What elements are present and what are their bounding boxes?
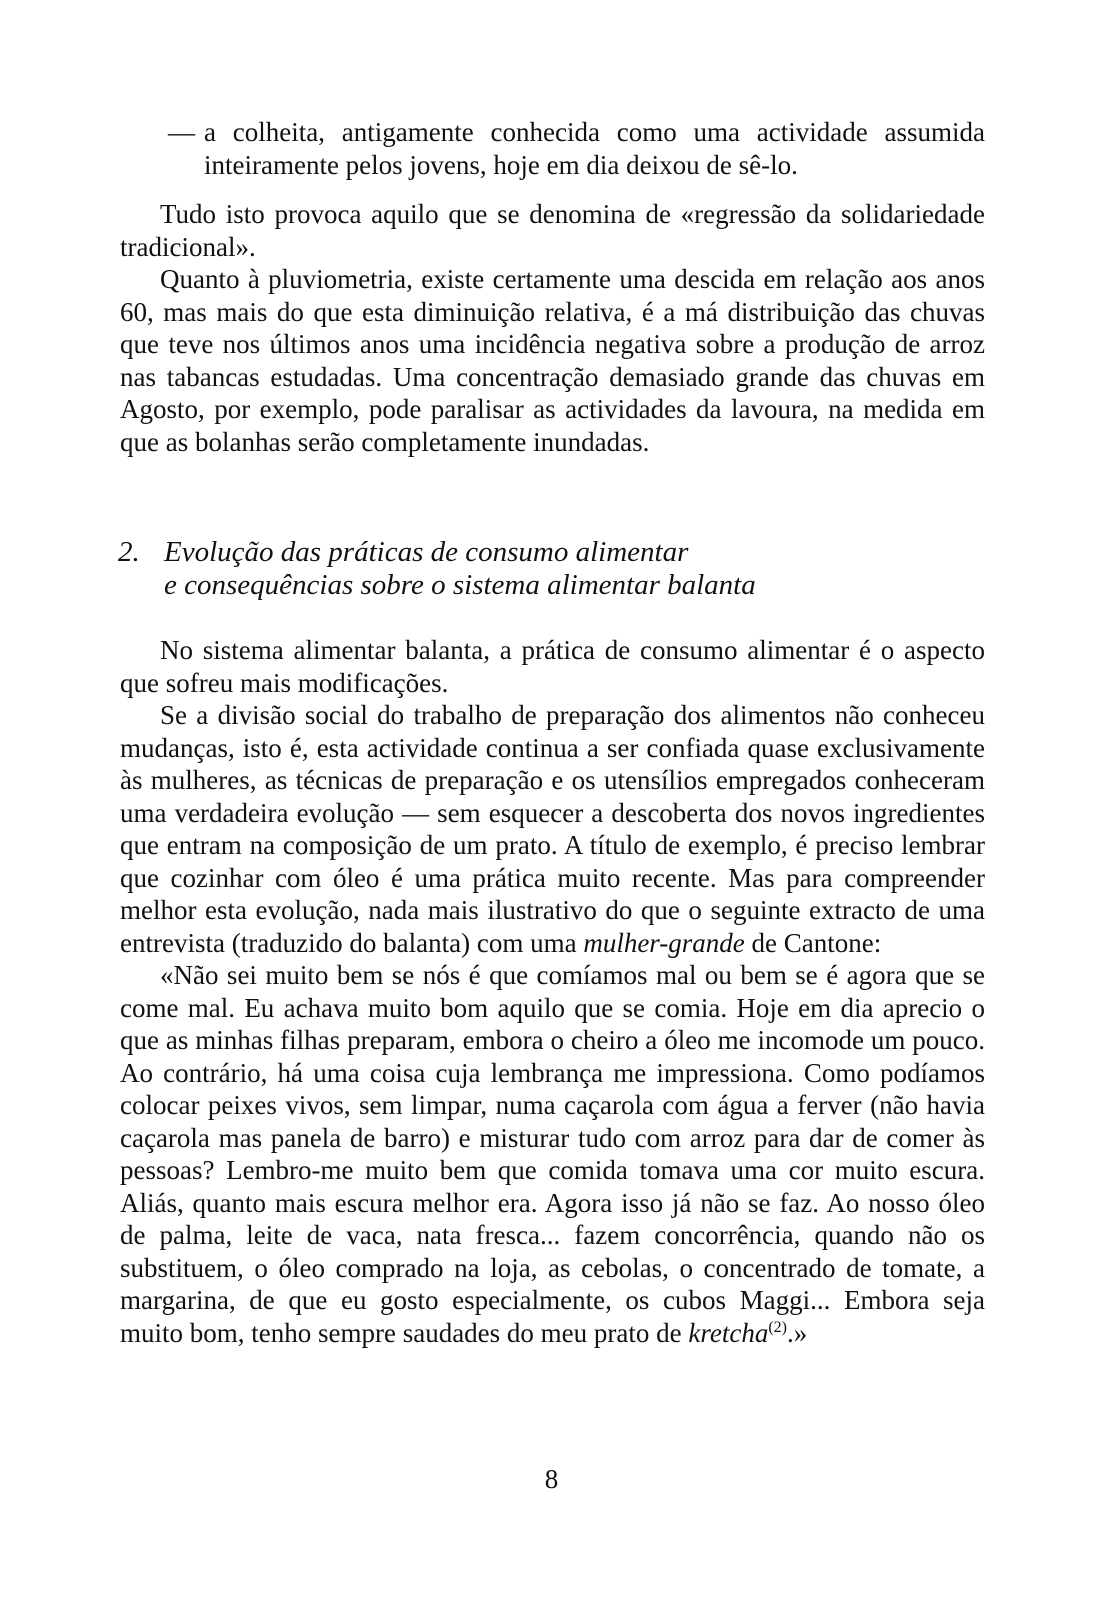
emphasis-text: mulher-grande — [583, 927, 745, 958]
paragraph: No sistema alimentar balanta, a prática de consumo alimentar é o aspecto que sofreu mais modificações. — [120, 635, 985, 698]
bullet-item — [120, 116, 985, 181]
interview-quote — [120, 959, 985, 1349]
text-block-1 — [120, 198, 985, 458]
paragraph: Quanto à pluviometria, existe certamente uma descida em relação aos anos 60, mas mais do que esta diminuição relativa, é a má distribuição das chuvas que teve nos últimos anos uma incidência negativa sobre a produção de arroz nas tabancas estudadas. Uma concentração demasiado grande das chuvas em Agosto, por exemplo, pode paralisar as actividades da lavoura, na medida em que as bolanhas serão completamente inundadas. — [120, 264, 985, 457]
quote-text: «Não sei muito bem se nós é que comíamos mal ou bem se é agora que se come mal. Eu achava muito bom aquilo que se comia. Hoje em dia aprecio o que as minhas filhas preparam, embora o cheiro a óleo me incomode um pouco. Ao contrário, há uma coisa cuja lembrança me impressiona. Como podíamos colocar peixes vivos, sem limpar, numa caçarola com água a ferver (não havia caçarola mas panela de barro) e misturar tudo com arroz para dar de comer às pessoas? Lembro-me muito bem que comida tomava uma cor muito escura. Aliás, quanto mais escura melhor era. Agora isso já não se faz. Ao nosso óleo de palma, leite de vaca, nata fresca... fazem concorrência, quando não os substituem, o óleo comprado na loja, as cebolas, o concentrado de tomate, a margarina, de que eu gosto especialmente, os cubos Maggi... Embora seja muito bom, tenho sempre saudades do meu prato de — [120, 960, 985, 1348]
section-heading — [118, 536, 983, 602]
text-block-2 — [120, 634, 985, 1349]
section-title-line-1: Evolução das práticas de consumo alimentar — [164, 536, 689, 568]
paragraph: Tudo isto provoca aquilo que se denomina de «regressão da solidariedade tradicional». — [120, 199, 985, 262]
emphasis-text: kretcha — [688, 1317, 769, 1348]
paragraph-text: de Cantone: — [744, 927, 882, 958]
bullet-text: a colheita, antigamente conhecida como uma actividade assumida inteiramente pelos jovens, hoje em dia deixou de sê-lo. — [204, 117, 985, 180]
section-title-line-2: e consequências sobre o sistema alimentar balanta — [164, 569, 756, 601]
quote-text: .» — [787, 1317, 808, 1348]
footnote-marker: (2) — [768, 1318, 787, 1336]
bullet-dash: — — [168, 117, 195, 147]
paragraph — [120, 699, 985, 959]
section-number: 2. — [118, 536, 140, 568]
page-number: 8 — [544, 1464, 559, 1494]
paragraph-text: Se a divisão social do trabalho de preparação dos alimentos não conheceu mudanças, isto é, esta actividade continua a ser confiada quase exclusivamente às mulheres, as técnicas de preparação e os utensílios empregados conheceram uma verdadeira evolução — sem esquecer a descoberta dos novos ingredientes que entram na composição de um prato. A título de exemplo, é preciso lembrar que cozinhar com óleo é uma prática muito recente. Mas para compreender melhor esta evolução, nada mais ilustrativo do que o seguinte extracto de uma entrevista (traduzido do balanta) com uma — [120, 700, 985, 958]
